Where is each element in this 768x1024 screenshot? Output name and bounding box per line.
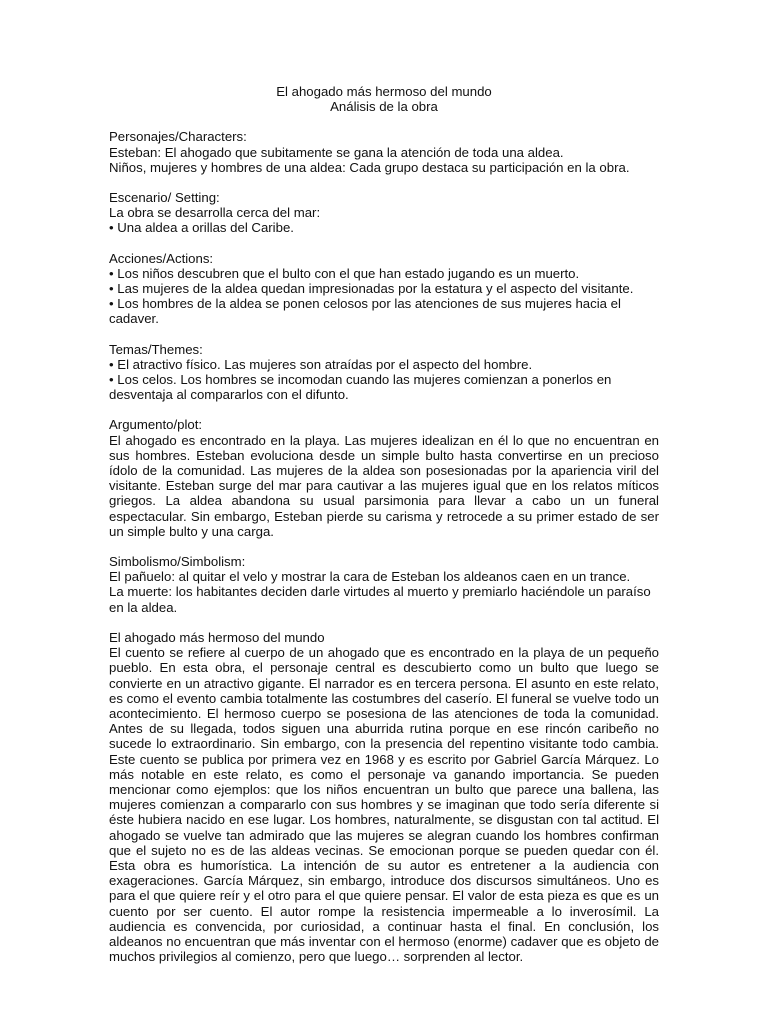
document-title: El ahogado más hermoso del mundo — [276, 84, 492, 99]
section-acciones — [109, 251, 659, 327]
section-line: Niños, mujeres y hombres de una aldea: Cada grupo destaca su participación en la obra. — [109, 159, 630, 175]
bullet-item: • Los niños descubren que el bulto con el que han estado jugando es un muerto. — [109, 265, 580, 281]
paragraph: El cuento se refiere al cuerpo de un ahogado que es encontrado en la playa de un pequeño pueblo. En esta obra, el personaje central es descubierto como un bulto que luego se convierte en un atractivo gigante. El narrador es en tercera persona. El asunto en este relato, es como el evento cambia totalmente las costumbres del caserío. El funeral se vuelve todo un acontecimiento. El hermoso cuerpo se posesiona de las atenciones de toda la comunidad. Antes de su llegada, todos siguen una aburrida rutina porque en ese rincón caribeño no sucede lo extraordinario. Sin embargo, con la presencia del repentino visitante todo cambia. Este cuento se publica por primera vez en 1968 y es escrito por Gabriel García Márquez. Lo más notable en este relato, es como el personaje va ganando importancia. Se pueden mencionar como ejemplos: que los niños encuentran un bulto que parece una ballena, las mujeres comienzan a compararlo con sus hombres y se imaginan que todo sería diferente si éste hubiera nacido en ese lugar. Los hombres, naturalmente, se disgustan con tal actitud. El ahogado se vuelve tan admirado que las mujeres se alegran cuando los hombres confirman que el sujeto no es de las aldeas vecinas. Se emocionan porque se pueden quedar con él. Esta obra es humorística. La intención de su autor es entretener a la audiencia con exageraciones. García Márquez, sin embargo, introduce dos discursos simultáneos. Uno es para el que quiere reír y el otro para el que quiere pensar. El valor de esta pieza es que es un cuento por ser cuento. El autor rompe la resistencia impermeable a lo inverosímil. La audiencia es convencida, por curiosidad, a continuar hasta el final. En conclusión, los aldeanos no encuentran que más inventar con el hermoso (enorme) cadaver que es objeto de muchos privilegios al comienzo, pero que luego… sorprenden al lector. — [109, 645, 659, 965]
section-heading: Acciones/Actions: — [109, 250, 214, 266]
section-ensayo — [109, 630, 659, 964]
section-heading: Escenario/ Setting: — [109, 190, 220, 206]
bullet-item: • Una aldea a orillas del Caribe. — [109, 220, 294, 236]
bullet-item: • Los hombres de la aldea se ponen celosos por las atenciones de sus mujeres hacia el cadaver. — [109, 296, 621, 327]
section-personajes — [109, 129, 659, 175]
section-escenario — [109, 190, 659, 236]
title-block — [109, 84, 659, 114]
bullet-item: • Las mujeres de la aldea quedan impresionadas por la estatura y el aspecto del visitante. — [109, 281, 634, 297]
section-temas — [109, 342, 659, 403]
section-line: La obra se desarrolla cerca del mar: — [109, 205, 321, 221]
document-subtitle: Análisis de la obra — [330, 99, 438, 115]
section-argumento — [109, 417, 659, 539]
paragraph: El ahogado es encontrado en la playa. Las mujeres idealizan en él lo que no encuentran en sus hombres. Esteban evoluciona desde un simple bulto hasta convertirse en un precioso ídolo de la comunidad. Las mujeres de la aldea son posesionadas por la apariencia viril del visitante. Esteban surge del mar para cautivar a las mujeres igual que en los relatos míticos griegos. La aldea abandona su usual parsimonia para llevar a cabo un un funeral espectacular. Sin embargo, Esteban pierde su carisma y retrocede a su primer estado de ser un simple bulto y una carga. — [109, 432, 659, 539]
section-heading: El ahogado más hermoso del mundo — [109, 629, 325, 645]
document-content — [109, 84, 659, 979]
section-line: Esteban: El ahogado que subitamente se gana la atención de toda una aldea. — [109, 144, 564, 160]
section-heading: Simbolismo/Simbolism: — [109, 554, 246, 570]
section-heading: Argumento/plot: — [109, 417, 203, 433]
section-simbolismo — [109, 554, 659, 615]
section-line: El pañuelo: al quitar el velo y mostrar la cara de Esteban los aldeanos caen en un trance. — [109, 569, 631, 585]
bullet-item: • Los celos. Los hombres se incomodan cuando las mujeres comienzan a ponerlos en desventaja al compararlos con el difunto. — [109, 372, 612, 403]
section-line: La muerte: los habitantes deciden darle virtudes al muerto y premiarlo haciéndole un paraíso en la aldea. — [109, 584, 651, 615]
bullet-item: • El atractivo físico. Las mujeres son atraídas por el aspecto del hombre. — [109, 356, 533, 372]
section-heading: Personajes/Characters: — [109, 129, 247, 145]
section-heading: Temas/Themes: — [109, 341, 203, 357]
